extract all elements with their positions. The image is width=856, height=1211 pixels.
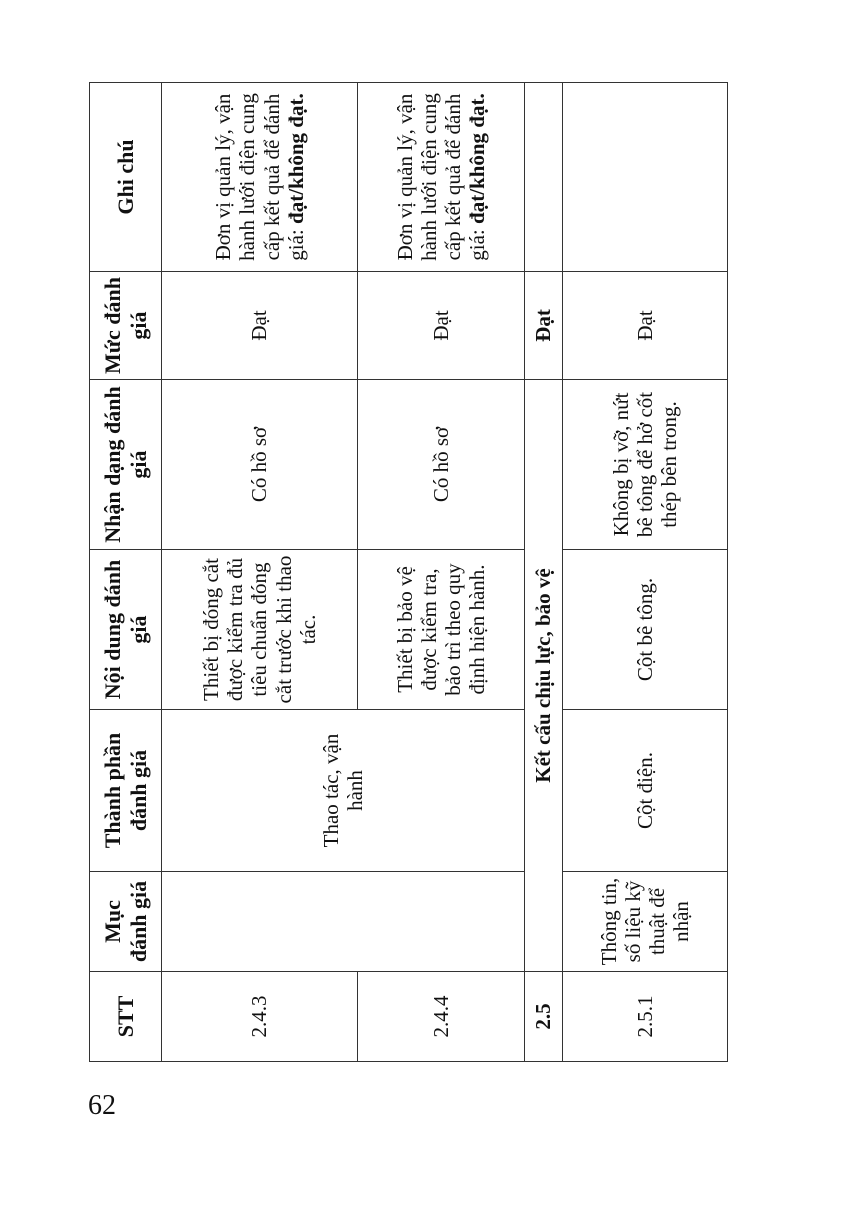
cell-ghi-chu-empty [563,83,728,272]
cell-noi-dung: Thiết bị đóng cắt được kiểm tra đủ tiêu chuẩn đóng cắt trước khi thao tác. [162,550,358,710]
cell-muc-empty [162,872,525,972]
header-muc: Mục đánh giá [90,872,162,972]
cell-muc: Thông tin, số liệu kỹ thuật để nhận [563,872,728,972]
cell-muc: Đạt [358,272,525,380]
note-emphasis: đạt/không đạt. [283,93,308,224]
cell-stt: 2.5.1 [563,972,728,1062]
note-text: Đơn vị quản lý, vận hành lưới điện cung cấp kết quả để đánh giá: [211,93,308,261]
header-nhan-dang: Nhận dạng đánh giá [90,380,162,550]
note-emphasis: đạt/không đạt. [465,93,490,224]
section-title: Kết cấu chịu lực, bảo vệ [525,380,563,972]
cell-ghi-chu [358,83,525,272]
cell-stt: 2.5 [525,972,563,1062]
cell-thanh-phan: Cột điện. [563,710,728,872]
table-row [563,83,728,1062]
cell-nhan-dang: Có hồ sơ [358,380,525,550]
table-row [162,83,358,1062]
header-noi-dung: Nội dung đánh giá [90,550,162,710]
header-ghi-chu: Ghi chú [90,83,162,272]
cell-ghi-chu [162,83,358,272]
cell-stt: 2.4.3 [162,972,358,1062]
cell-nhan-dang: Không bị vỡ, nứt bê tông để hở cốt thép bên trong. [563,380,728,550]
header-stt: STT [90,972,162,1062]
cell-stt: 2.4.4 [358,972,525,1062]
cell-muc: Đạt [162,272,358,380]
section-row [525,83,563,1062]
cell-ghi-chu-empty [525,83,563,272]
cell-muc: Đạt [525,272,563,380]
header-row [90,83,162,1062]
cell-noi-dung: Cột bê tông. [563,550,728,710]
rotated-table-container [89,83,727,1062]
assessment-table [89,82,728,1062]
cell-thanh-phan: Thao tác, vận hành [162,710,525,872]
page-number: 62 [88,1090,116,1121]
cell-noi-dung: Thiết bị bảo vệ được kiểm tra, bảo trì theo quy định hiện hành. [358,550,525,710]
header-muc-danh-gia: Mức đánh giá [90,272,162,380]
cell-nhan-dang: Có hồ sơ [162,380,358,550]
cell-muc: Đạt [563,272,728,380]
note-text: Đơn vị quản lý, vận hành lưới điện cung cấp kết quả để đánh giá: [392,93,490,261]
header-thanh-phan: Thành phần đánh giá [90,710,162,872]
